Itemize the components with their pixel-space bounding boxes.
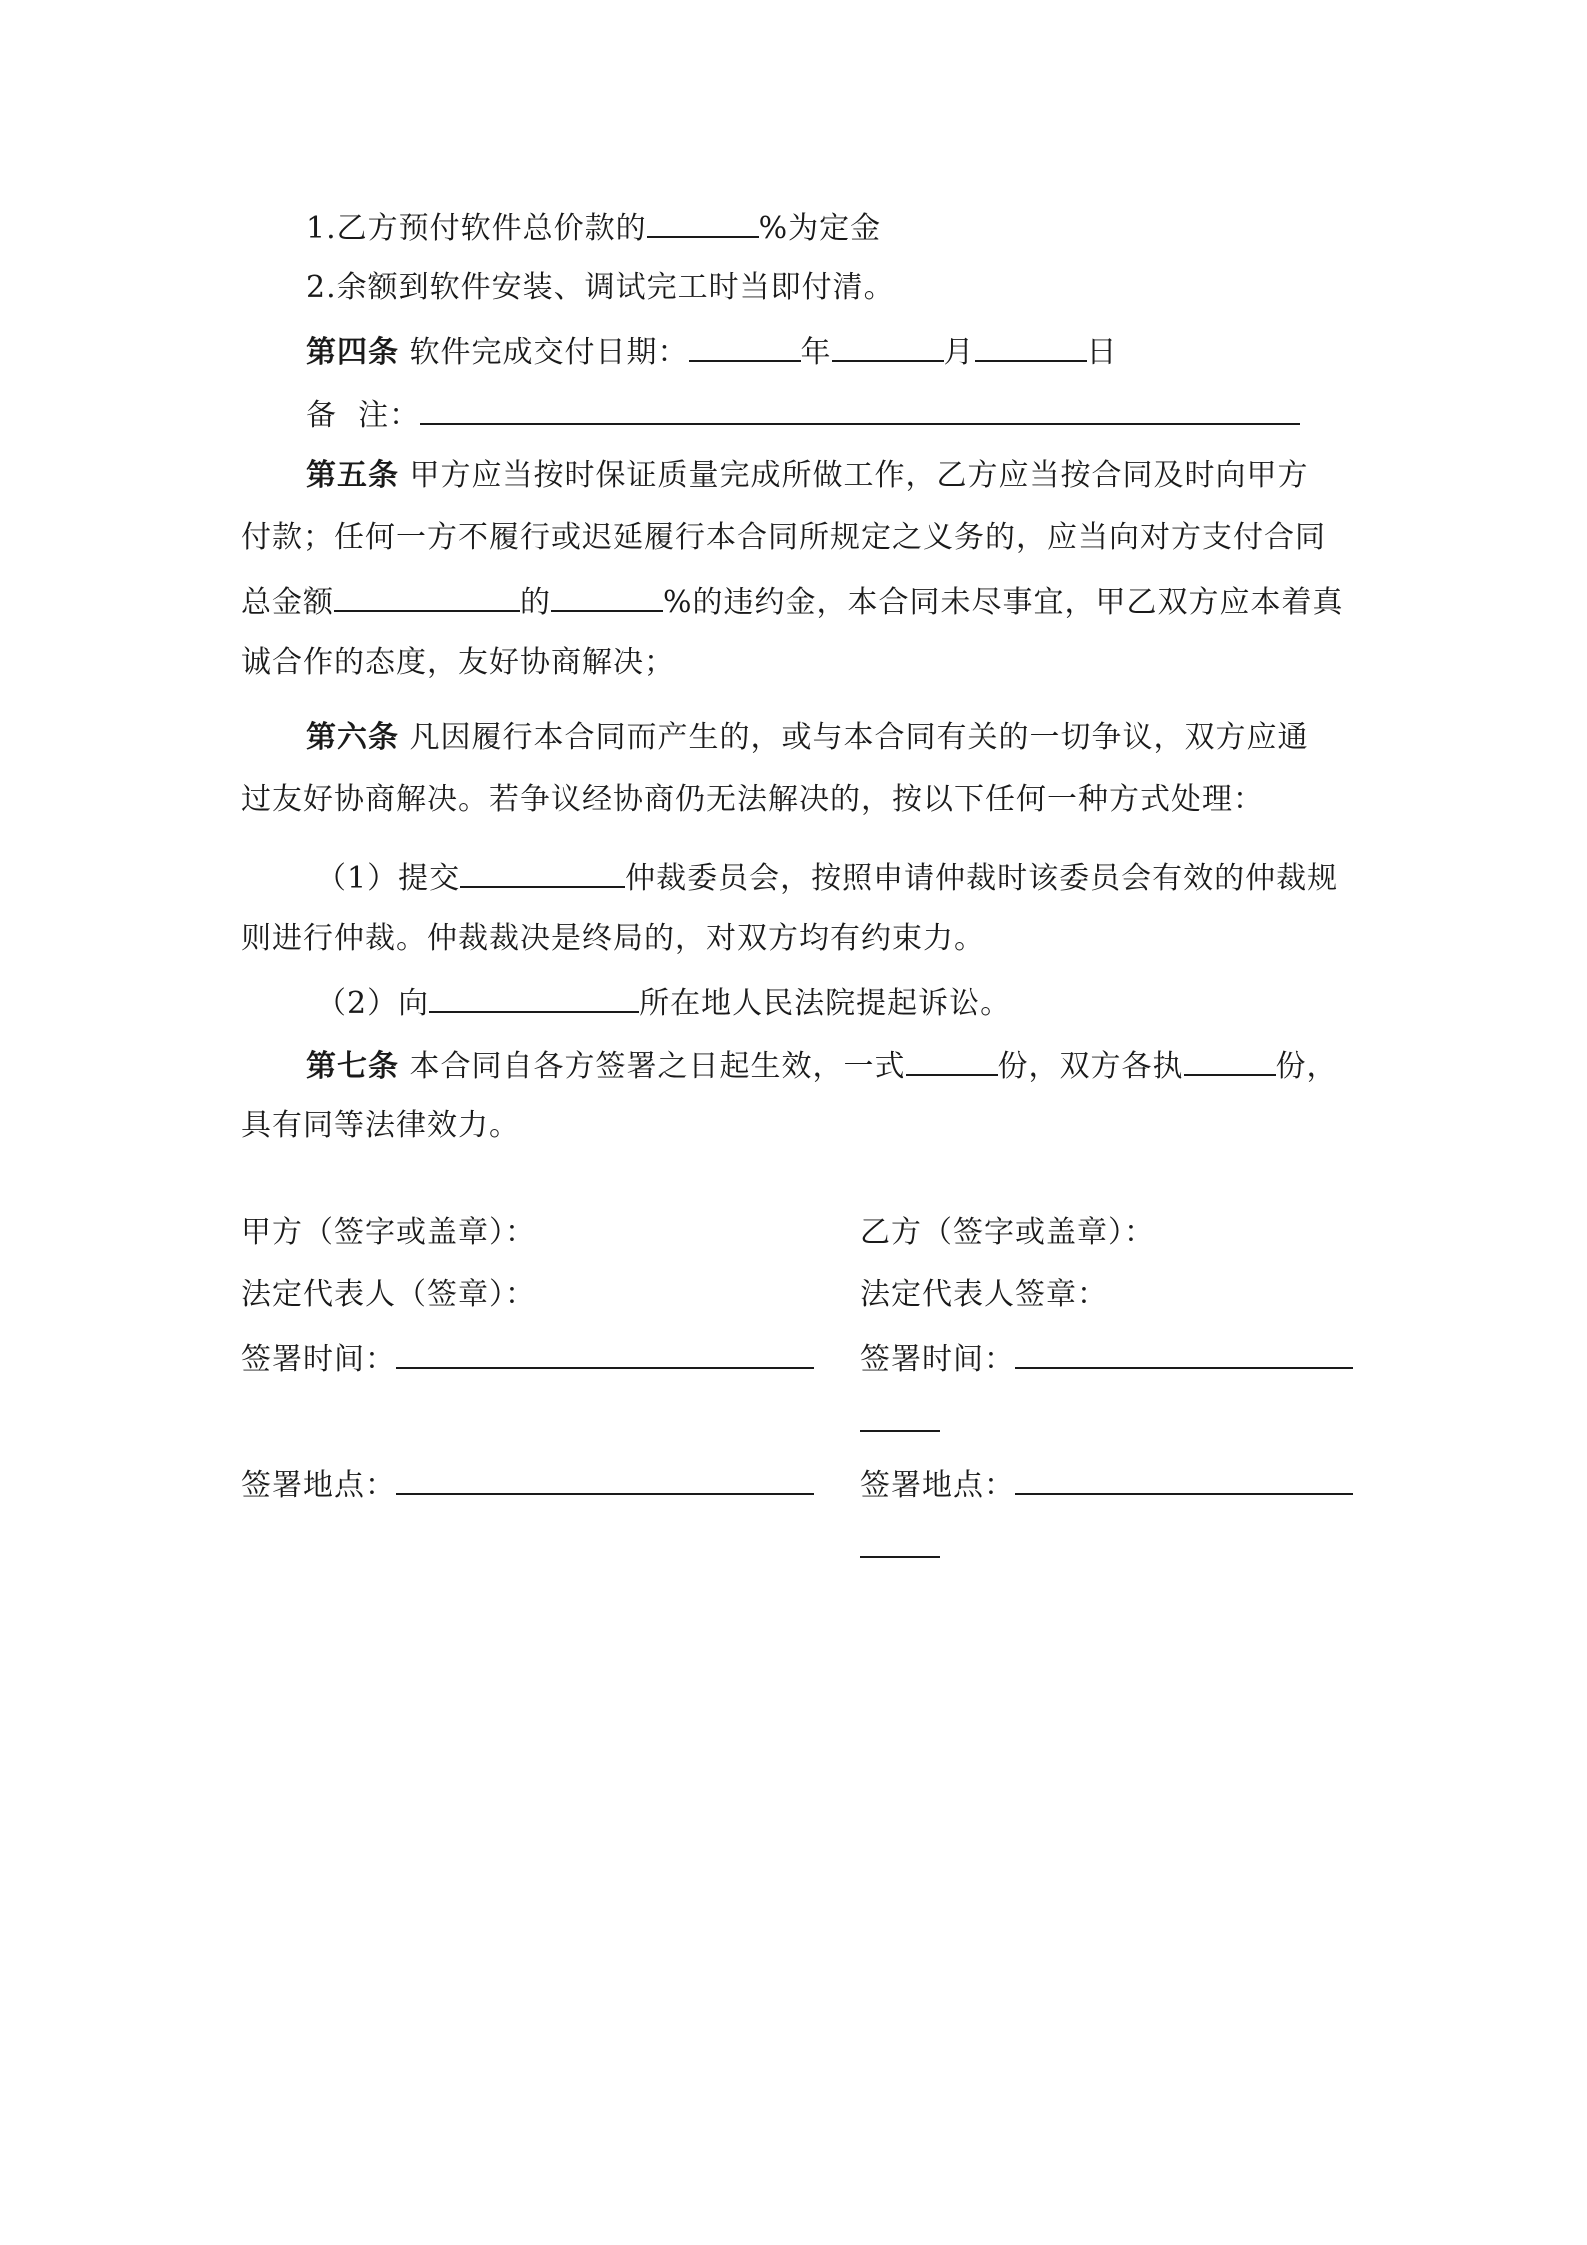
item1-text-a: 1.乙方预付软件总价款的 (306, 211, 647, 246)
party-a-time-blank[interactable] (396, 1337, 814, 1369)
copies-each-blank[interactable] (1184, 1044, 1276, 1076)
article-5-label: 第五条 (306, 458, 399, 493)
article-5-line-3 (241, 580, 1351, 623)
party-a-place-row (241, 1463, 814, 1506)
article-5-text-1: 甲方应当按时保证质量完成所做工作，乙方应当按合同及时向甲方 (409, 458, 1309, 493)
article-7-text-c: 份， (1275, 1049, 1338, 1084)
article-5-line-4 (241, 643, 1351, 683)
penalty-percent-blank[interactable] (551, 580, 663, 612)
article-5-text-2: 付款；任何一方不履行或迟延履行本合同所规定之义务的，应当向对方支付合同 (241, 520, 1326, 555)
party-a-place-label: 签署地点： (241, 1468, 396, 1503)
article-7-text-2: 具有同等法律效力。 (241, 1108, 520, 1143)
day-label: 日 (1086, 335, 1118, 370)
item1-text-b: %为定金 (758, 211, 882, 246)
party-b-place-row (860, 1463, 1353, 1506)
article-5-text-3: %的违约金，本合同未尽事宜，甲乙双方应本着真 (663, 585, 1344, 620)
party-b-place-blank-cont[interactable] (860, 1526, 940, 1558)
party-b-time-row-cont (860, 1400, 940, 1443)
party-a-sign-label: 甲方（签字或盖章）： (241, 1215, 536, 1250)
arbitration-commission-blank[interactable] (460, 856, 625, 888)
option-2-line (316, 981, 1351, 1024)
party-a-time-label: 签署时间： (241, 1342, 396, 1377)
article-6-text-1: 凡因履行本合同而产生的，或与本合同有关的一切争议，双方应通 (409, 720, 1309, 755)
party-b-rep-label: 法定代表人签章： (860, 1277, 1108, 1312)
article-7-line-1 (306, 1044, 1351, 1087)
total-amount-label: 总金额 (241, 585, 334, 620)
article-4 (306, 330, 1351, 373)
article-6-line-1 (306, 718, 1351, 758)
item2-text: 2.余额到软件安装、调试完工时当即付清。 (306, 270, 895, 305)
article-5-text-4: 诚合作的态度，友好协商解决； (241, 645, 675, 680)
party-b-sign-label: 乙方（签字或盖章）： (860, 1215, 1155, 1250)
clause-item-1 (306, 206, 1351, 249)
article-6-line-2 (241, 780, 1351, 820)
party-a-place-blank[interactable] (396, 1463, 814, 1495)
delivery-month-blank[interactable] (832, 330, 944, 362)
court-location-blank[interactable] (429, 981, 639, 1013)
remark-line (306, 393, 1351, 436)
option-1-text-2: 则进行仲裁。仲裁裁决是终局的，对双方均有约束力。 (241, 921, 985, 956)
remark-blank[interactable] (420, 393, 1300, 425)
month-label: 月 (943, 335, 975, 370)
de-label: 的 (520, 585, 551, 620)
party-b-time-label: 签署时间： (860, 1342, 1015, 1377)
article-4-label: 第四条 (306, 335, 399, 370)
option-1-line-1 (316, 856, 1351, 899)
option-2-text-b: 所在地人民法院提起诉讼。 (639, 986, 1012, 1021)
party-b-place-blank[interactable] (1015, 1463, 1353, 1495)
party-b-time-blank[interactable] (1015, 1337, 1353, 1369)
article-4-text: 软件完成交付日期： (409, 335, 689, 370)
party-b-place-row-cont (860, 1526, 940, 1569)
clause-item-2 (306, 268, 1351, 308)
delivery-year-blank[interactable] (689, 330, 801, 362)
option-1-line-2 (241, 919, 1351, 959)
deposit-percent-blank[interactable] (647, 206, 759, 238)
article-5-line-1 (306, 456, 1351, 496)
article-7-label: 第七条 (306, 1049, 399, 1084)
article-5-line-2 (241, 518, 1351, 558)
article-7-line-2 (241, 1106, 1351, 1146)
party-a-rep-label: 法定代表人（签章）： (241, 1277, 536, 1312)
copies-total-blank[interactable] (906, 1044, 998, 1076)
delivery-day-blank[interactable] (975, 330, 1087, 362)
article-7-text-a: 本合同自各方签署之日起生效，一式 (409, 1049, 906, 1084)
party-b-place-label: 签署地点： (860, 1468, 1015, 1503)
party-a-time-row (241, 1337, 814, 1380)
option-2-text-a: （2）向 (316, 986, 430, 1021)
total-amount-blank[interactable] (334, 580, 520, 612)
year-label: 年 (800, 335, 832, 370)
option-1-text-b: 仲裁委员会，按照申请仲裁时该委员会有效的仲裁规 (625, 861, 1339, 896)
party-b-time-blank-cont[interactable] (860, 1400, 940, 1432)
remark-label: 备 注： (306, 398, 421, 433)
article-7-text-b: 份，双方各执 (997, 1049, 1184, 1084)
article-6-label: 第六条 (306, 720, 399, 755)
article-6-text-2: 过友好协商解决。若争议经协商仍无法解决的，按以下任何一种方式处理： (241, 782, 1264, 817)
party-b-time-row (860, 1337, 1353, 1380)
option-1-text-a: （1）提交 (316, 861, 461, 896)
